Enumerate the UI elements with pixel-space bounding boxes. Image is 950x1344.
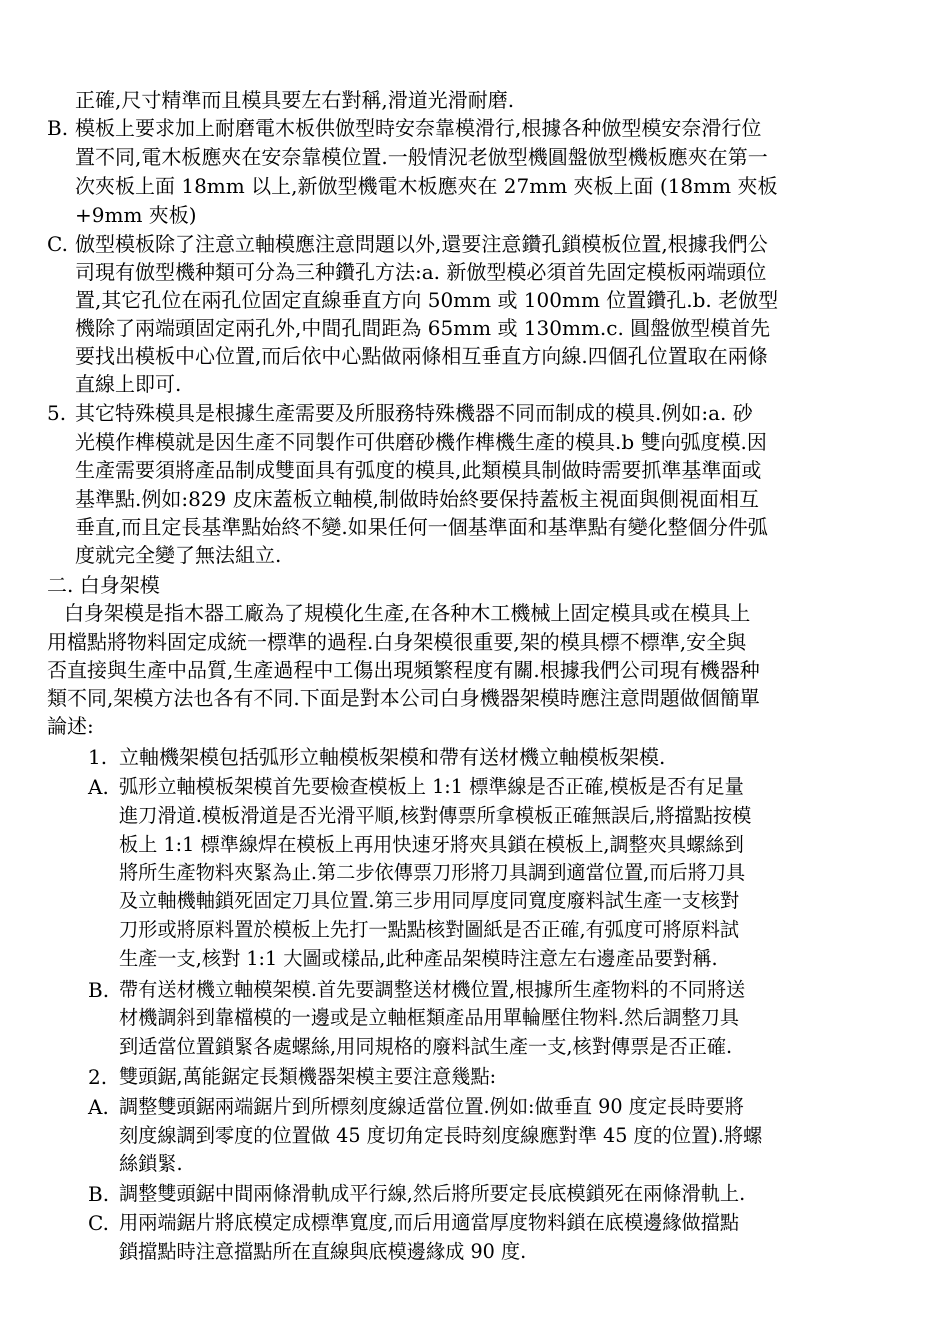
paragraph-line: 帶有送材機立軸模架模.首先要調整送材機位置,根據所生產物料的不同將送 [119, 978, 746, 1001]
paragraph-line: 鎖擋點時注意擋點所在直線與底模邊緣成 90 度. [119, 1240, 527, 1263]
list-marker: 5. [47, 401, 67, 425]
paragraph-line: 刻度線調到零度的位置做 45 度切角定長時刻度線應對準 45 度的位置).將螺 [119, 1124, 763, 1147]
list-marker: A. [88, 1095, 109, 1119]
paragraph-line: 要找出模板中心位置,而后依中心點做兩條相互垂直方向線.四個孔位置取在兩條 [75, 344, 768, 368]
paragraph-line: 置,其它孔位在兩孔位固定直線垂直方向 50mm 或 100mm 位置鑽孔.b. 老倣型 [75, 288, 779, 312]
list-item-title: 雙頭鋸,萬能鋸定長類機器架模主要注意幾點: [119, 1065, 497, 1088]
list-marker: A. [88, 775, 109, 799]
paragraph-line: 到适當位置鎖緊各處螺絲,用同規格的廢料試生產一支,核對傳票是否正確. [119, 1035, 733, 1058]
paragraph-line: 其它特殊模具是根據生產需要及所服務特殊機器不同而制成的模具.例如:a. 砂 [75, 401, 753, 425]
paragraph-line: 次夾板上面 18mm 以上,新倣型機電木板應夾在 27mm 夾板上面 (18mm 夾板 [75, 174, 778, 198]
paragraph-line: 材機調斜到靠檔模的一邊或是立軸框類產品用單輪壓住物料.然后調整刀具 [119, 1006, 740, 1029]
list-marker: 2. [88, 1065, 108, 1089]
paragraph-line: 用檔點將物料固定成統一標準的過程.白身架模很重要,架的模具標不標準,安全與 [47, 630, 747, 654]
paragraph-line: 調整雙頭鋸中間兩條滑軌成平行線,然后將所要定長底模鎖死在兩條滑軌上. [119, 1182, 746, 1205]
paragraph-line: 模板上要求加上耐磨電木板供倣型時安奈靠模滑行,根據各种倣型模安奈滑行位 [75, 116, 762, 140]
paragraph-line: 進刀滑道.模板滑道是否光滑平順,核對傳票所拿模板正確無誤后,將擋點按模 [119, 804, 752, 827]
paragraph-line: 生產一支,核對 1:1 大圖或樣品,此种產品架模時注意左右邊產品要對稱. [119, 947, 718, 970]
paragraph-line: 絲鎖緊. [119, 1152, 183, 1175]
paragraph-line: 司現有倣型機种類可分為三种鑽孔方法:a. 新倣型模必須首先固定模板兩端頭位 [75, 260, 767, 284]
paragraph-line: +9mm 夾板) [75, 203, 197, 227]
paragraph-line: 弧形立軸模板架模首先要檢查模板上 1:1 標準線是否正確,模板是否有足量 [119, 775, 744, 798]
paragraph-line: 論述: [47, 714, 94, 738]
paragraph-line: 機除了兩端頭固定兩孔外,中間孔間距為 65mm 或 130mm.c. 圓盤倣型模首先 [75, 316, 771, 340]
paragraph-line: 垂直,而且定長基準點始終不變.如果任何一個基準面和基準點有變化整個分件弧 [75, 515, 768, 539]
list-item-title: 立軸機架模包括弧形立軸模板架模和帶有送材機立軸模板架模. [119, 745, 666, 769]
section-heading: 二. 白身架模 [47, 573, 160, 597]
paragraph-line: 生產需要須將產品制成雙面具有弧度的模具,此類模具制做時需要抓準基準面或 [75, 458, 762, 482]
list-marker: B. [47, 116, 69, 140]
paragraph-line: 置不同,電木板應夾在安奈靠模位置.一般情況老倣型機圓盤倣型機板應夾在第一 [75, 145, 768, 169]
list-marker: C. [47, 232, 68, 256]
paragraph-line: 將所生產物料夾緊為止.第二步依傳票刀形將刀具調到適當位置,而后將刀具 [119, 861, 746, 884]
list-marker: C. [88, 1211, 109, 1235]
list-marker: 1. [88, 745, 108, 769]
paragraph-line: 基準點.例如:829 皮床蓋板立軸模,制做時始終要保持蓋板主視面與側視面相互 [75, 487, 759, 511]
paragraph-line: 倣型模板除了注意立軸模應注意問題以外,還要注意鑽孔鎖模板位置,根據我們公 [75, 232, 768, 256]
paragraph-line: 光模作榫模就是因生產不同製作可供磨砂機作榫機生產的模具.b 雙向弧度模.因 [75, 430, 767, 454]
paragraph-line: 直線上即可. [75, 372, 182, 396]
paragraph-line: 刀形或將原料置於模板上先打一點點核對圖紙是否正確,有弧度可將原料試 [119, 918, 740, 941]
paragraph-line: 類不同,架模方法也各有不同.下面是對本公司白身機器架模時應注意問題做個簡單 [47, 686, 760, 710]
paragraph-line: 調整雙頭鋸兩端鋸片到所標刻度線适當位置.例如:做垂直 90 度定長時要將 [119, 1095, 744, 1118]
paragraph-line: 白身架模是指木器工廠為了規模化生產,在各种木工機械上固定模具或在模具上 [64, 601, 751, 625]
paragraph-line: 度就完全變了無法組立. [75, 543, 282, 567]
list-marker: B. [88, 1182, 110, 1206]
paragraph-line: 否直接與生產中品質,生產過程中工傷出現頻繁程度有關.根據我們公司現有機器种 [47, 658, 760, 682]
list-marker: B. [88, 978, 110, 1002]
paragraph-line: 正確,尺寸精準而且模具要左右對稱,滑道光滑耐磨. [75, 88, 515, 112]
paragraph-line: 板上 1:1 標準線焊在模板上再用快速牙將夾具鎖在模板上,調整夾具螺絲到 [119, 833, 744, 856]
paragraph-line: 及立軸機軸鎖死固定刀具位置.第三步用同厚度同寬度廢料試生產一支核對 [119, 889, 740, 912]
paragraph-line: 用兩端鋸片將底模定成標準寬度,而后用適當厚度物料鎖在底模邊緣做擋點 [119, 1211, 740, 1234]
